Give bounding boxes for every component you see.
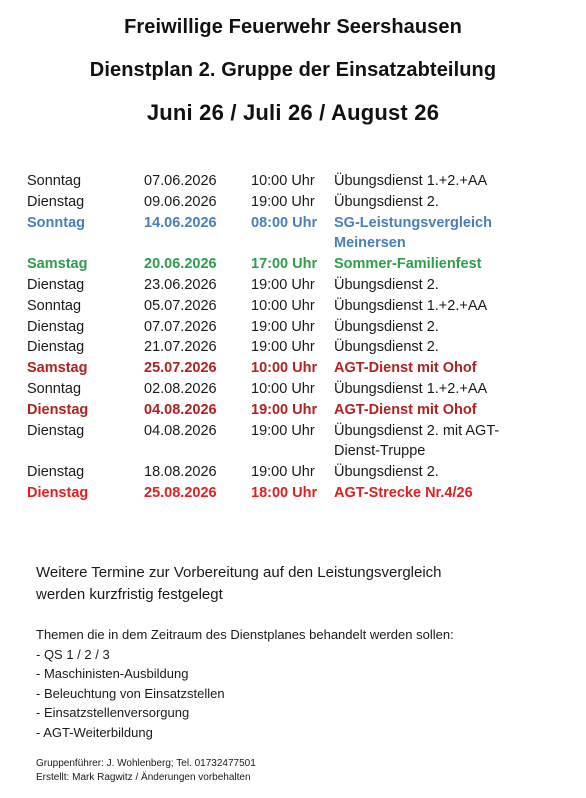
topic-item: - AGT-Weiterbildung <box>36 724 153 740</box>
time-cell: 10:00 Uhr <box>251 297 315 314</box>
day-cell: Dienstag <box>27 401 89 418</box>
time-cell: 17:00 Uhr <box>251 256 318 273</box>
date-cell: 23.06.2026 <box>144 276 217 293</box>
time-cell: 10:00 Uhr <box>251 380 315 397</box>
day-cell: Dienstag <box>27 339 85 356</box>
date-cell: 07.07.2026 <box>144 318 217 335</box>
schedule-row <box>27 317 567 338</box>
time-cell: 18:00 Uhr <box>251 484 318 501</box>
note-line-2: werden kurzfristig festgelegt <box>36 586 223 603</box>
description-cell: Übungsdienst 2. <box>334 193 439 210</box>
schedule-table <box>27 171 567 504</box>
date-cell: 25.07.2026 <box>144 360 217 377</box>
schedule-row <box>27 358 567 379</box>
description-cell: Übungsdienst 2. <box>334 464 439 481</box>
time-cell: 19:00 Uhr <box>251 318 315 335</box>
schedule-row <box>27 379 567 400</box>
schedule-row <box>27 171 567 192</box>
day-cell: Dienstag <box>27 422 85 439</box>
description-cell: Übungsdienst 1.+2.+AA <box>334 173 488 189</box>
document-subtitle: Dienstplan 2. Gruppe der Einsatzabteilung <box>89 59 497 81</box>
time-cell: 19:00 Uhr <box>251 339 315 356</box>
schedule-row <box>27 296 567 317</box>
author-note: Erstellt: Mark Ragwitz / Änderungen vorbehalten <box>36 771 251 783</box>
day-cell: Dienstag <box>27 276 85 293</box>
day-cell: Dienstag <box>27 193 85 210</box>
date-cell: 05.07.2026 <box>144 297 217 314</box>
time-cell: 19:00 Uhr <box>251 276 315 293</box>
description-cell: SG-Leistungsvergleich Meinersen <box>334 214 492 252</box>
schedule-row <box>27 192 567 213</box>
group-leader-contact: Gruppenführer: J. Wohlenberg; Tel. 01732477501 <box>36 758 256 769</box>
schedule-row <box>27 337 567 358</box>
description-cell: Übungsdienst 2. <box>334 318 439 335</box>
day-cell: Sonntag <box>27 380 82 397</box>
time-cell: 10:00 Uhr <box>251 360 318 377</box>
time-cell: 10:00 Uhr <box>251 173 315 189</box>
document-title: Freiwillige Feuerwehr Seershausen <box>124 16 462 38</box>
day-cell: Dienstag <box>27 464 85 481</box>
description-cell: Übungsdienst 2. <box>334 276 439 293</box>
description-cell: Übungsdienst 1.+2.+AA <box>334 297 488 314</box>
topic-item: - Maschinisten-Ausbildung <box>36 666 189 682</box>
schedule-row <box>27 275 567 296</box>
time-cell: 08:00 Uhr <box>251 214 318 231</box>
date-cell: 18.08.2026 <box>144 464 217 481</box>
topics-list <box>36 645 556 743</box>
date-cell: 14.06.2026 <box>144 214 217 231</box>
day-cell: Samstag <box>27 360 88 377</box>
time-cell: 19:00 Uhr <box>251 401 318 418</box>
schedule-row <box>27 254 567 275</box>
topics-section <box>36 625 556 743</box>
day-cell: Dienstag <box>27 484 89 501</box>
additional-dates-note <box>36 562 536 606</box>
topics-intro: Themen die in dem Zeitraum des Dienstplanes behandelt werden sollen: <box>36 627 454 642</box>
description-cell: Sommer-Familienfest <box>334 256 482 273</box>
footer <box>36 757 256 784</box>
date-cell: 04.08.2026 <box>144 401 217 418</box>
description-cell: AGT-Dienst mit Ohof <box>334 360 477 377</box>
day-cell: Samstag <box>27 256 88 273</box>
schedule-row <box>27 483 567 504</box>
schedule-row <box>27 213 567 255</box>
date-cell: 20.06.2026 <box>144 256 217 273</box>
time-cell: 19:00 Uhr <box>251 464 315 481</box>
time-cell: 19:00 Uhr <box>251 422 315 439</box>
schedule-row <box>27 462 567 483</box>
date-cell: 25.08.2026 <box>144 484 217 501</box>
period-heading: Juni 26 / Juli 26 / August 26 <box>146 100 440 125</box>
description-cell: AGT-Dienst mit Ohof <box>334 401 477 418</box>
date-cell: 02.08.2026 <box>144 380 217 397</box>
description-cell: Übungsdienst 1.+2.+AA <box>334 380 488 397</box>
day-cell: Sonntag <box>27 173 82 189</box>
note-line-1: Weitere Termine zur Vorbereitung auf den Leistungsvergleich <box>36 564 442 581</box>
date-cell: 07.06.2026 <box>144 173 217 189</box>
topic-item: - Beleuchtung von Einsatzstellen <box>36 685 225 701</box>
time-cell: 19:00 Uhr <box>251 193 315 210</box>
day-cell: Sonntag <box>27 214 85 231</box>
description-cell: Übungsdienst 2. mit AGT-Dienst-Truppe <box>334 422 500 460</box>
date-cell: 21.07.2026 <box>144 339 217 356</box>
day-cell: Sonntag <box>27 297 82 314</box>
date-cell: 09.06.2026 <box>144 193 217 210</box>
description-cell: Übungsdienst 2. <box>334 339 439 356</box>
topic-item: - QS 1 / 2 / 3 <box>36 646 110 662</box>
description-cell: AGT-Strecke Nr.4/26 <box>334 484 473 501</box>
topic-item: - Einsatzstellenversorgung <box>36 705 190 721</box>
schedule-row <box>27 421 567 463</box>
day-cell: Dienstag <box>27 318 85 335</box>
schedule-row <box>27 400 567 421</box>
date-cell: 04.08.2026 <box>144 422 217 439</box>
